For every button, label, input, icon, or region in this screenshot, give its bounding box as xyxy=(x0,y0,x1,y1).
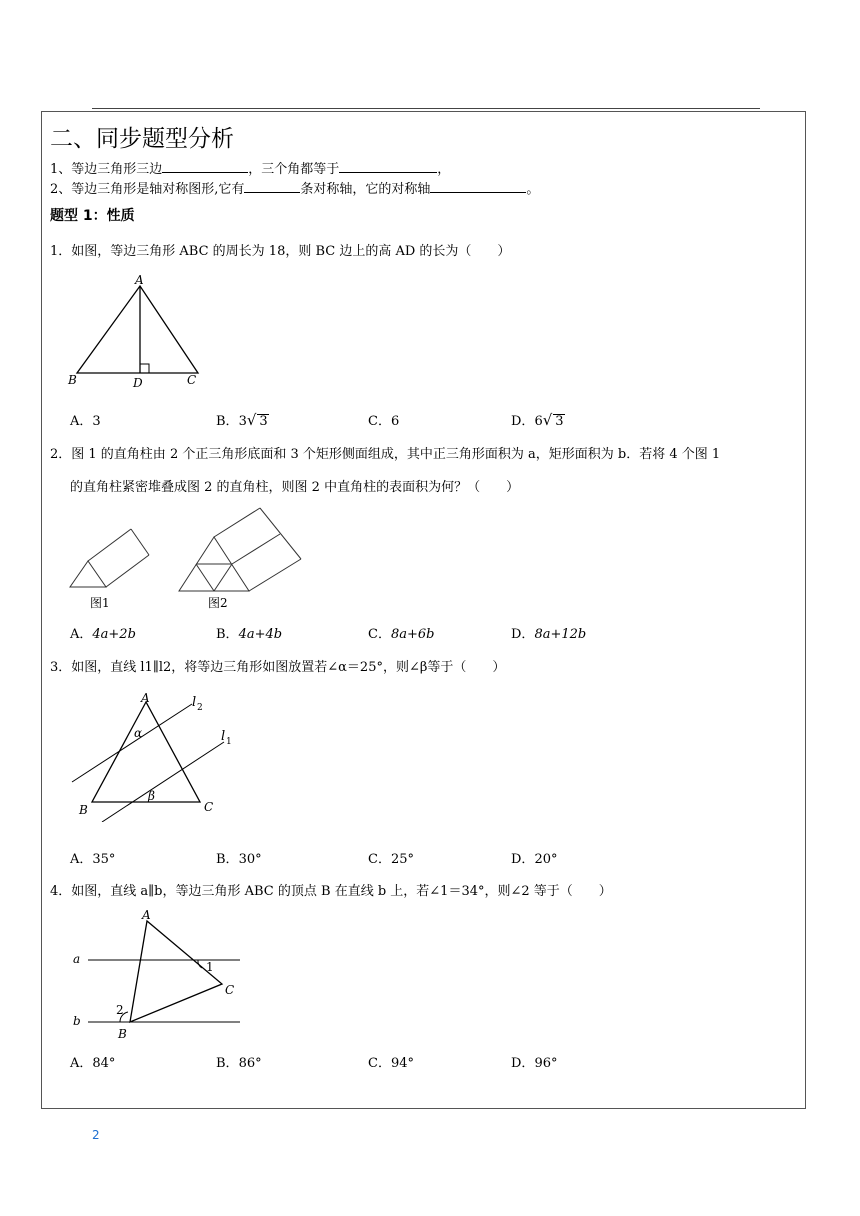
label-alpha: α xyxy=(134,726,143,740)
triangle-abc xyxy=(77,286,198,373)
q4-option-b[interactable]: B．86° xyxy=(216,1056,262,1071)
answer-blank[interactable] xyxy=(162,160,248,173)
q2-option-a[interactable]: A．4a+2b xyxy=(70,627,136,642)
figure-2-caption: 图2 xyxy=(208,596,228,610)
label-b: B xyxy=(68,373,77,387)
prism-figure-1 xyxy=(70,529,149,587)
label-l2: l xyxy=(192,695,197,710)
label-beta: β xyxy=(148,789,155,803)
label-line-b: b xyxy=(73,1014,81,1028)
q3-option-d[interactable]: D．20° xyxy=(511,852,558,867)
figure-equilateral-triangle-altitude xyxy=(60,270,210,392)
figure-parallel-lines-triangle xyxy=(64,690,264,822)
q4-option-c[interactable]: C．94° xyxy=(368,1056,414,1071)
label-b: B xyxy=(118,1027,127,1041)
label-d: D xyxy=(133,376,143,390)
label-c: C xyxy=(187,373,197,387)
label-angle-1: 1 xyxy=(206,960,214,974)
q2-option-c[interactable]: C．8a+6b xyxy=(368,627,435,642)
radical-sign: √ xyxy=(246,411,257,429)
q1-option-b[interactable]: B．3√ 3 xyxy=(216,411,268,429)
q1-option-a[interactable]: A．3 xyxy=(70,414,101,429)
q4-option-d[interactable]: D．96° xyxy=(511,1056,558,1071)
equilateral-triangle xyxy=(92,702,200,802)
answer-blank[interactable] xyxy=(244,180,300,193)
label-a: A xyxy=(141,691,150,705)
q3-option-a[interactable]: A．35° xyxy=(70,852,116,867)
label-line-a: a xyxy=(73,952,81,966)
radical-sign: √ xyxy=(542,411,553,429)
prism-figure-2 xyxy=(179,508,301,591)
question-2-line-2: 的直角柱紧密堆叠成图 2 的直角柱，则图 2 中直角柱的表面积为何？（ ） xyxy=(70,480,520,495)
label-a: A xyxy=(135,273,144,287)
q3-option-b[interactable]: B．30° xyxy=(216,852,262,867)
fill-question-1: 1、等边三角形三边 ，三个角都等于 ， xyxy=(50,162,451,177)
question-3-text: 3．如图，直线 l1∥l2，将等边三角形如图放置若∠α＝25°，则∠β等于（ ） xyxy=(50,660,506,675)
section-title: 二、同步题型分析 xyxy=(50,126,234,152)
label-c: C xyxy=(225,983,235,997)
q1-option-c[interactable]: C．6 xyxy=(368,414,400,429)
question-2-line-1: 2．图 1 的直角柱由 2 个正三角形底面和 3 个矩形侧面组成，其中正三角形面积为 a，矩形面积为 b．若将 4 个图 1 xyxy=(50,447,721,462)
figure-parallel-lines-triangle-2 xyxy=(64,905,264,1045)
right-angle-mark xyxy=(140,364,149,373)
label-a: A xyxy=(142,908,151,922)
answer-blank[interactable] xyxy=(339,160,437,173)
page-number: 2 xyxy=(92,1128,100,1142)
question-4-text: 4．如图，直线 a∥b，等边三角形 ABC 的顶点 B 在直线 b 上，若∠1＝34°，则∠2 等于（ ） xyxy=(50,884,612,899)
line-l2 xyxy=(72,704,192,782)
label-l1-subscript: 1 xyxy=(226,737,232,747)
q4-option-a[interactable]: A．84° xyxy=(70,1056,116,1071)
topic-heading: 题型 1：性质 xyxy=(50,208,135,224)
q1-option-d[interactable]: D．6√ 3 xyxy=(511,411,564,429)
label-c: C xyxy=(204,800,214,814)
figure-1-caption: 图1 xyxy=(90,596,110,610)
q3-option-c[interactable]: C．25° xyxy=(368,852,414,867)
fill-question-2: 2、等边三角形是轴对称图形,它有 条对称轴，它的对称轴 。 xyxy=(50,182,540,197)
label-angle-2: 2 xyxy=(116,1003,124,1017)
q2-option-d[interactable]: D．8a+12b xyxy=(511,627,587,642)
header-rule xyxy=(92,108,760,109)
answer-blank[interactable] xyxy=(430,180,526,193)
figure-prisms xyxy=(64,505,314,615)
label-l2-subscript: 2 xyxy=(197,703,203,713)
question-1-text: 1．如图，等边三角形 ABC 的周长为 18，则 BC 边上的高 AD 的长为（ ） xyxy=(50,244,511,259)
label-l1: l xyxy=(221,729,226,744)
q2-option-b[interactable]: B．4a+4b xyxy=(216,627,283,642)
label-b: B xyxy=(79,803,88,817)
